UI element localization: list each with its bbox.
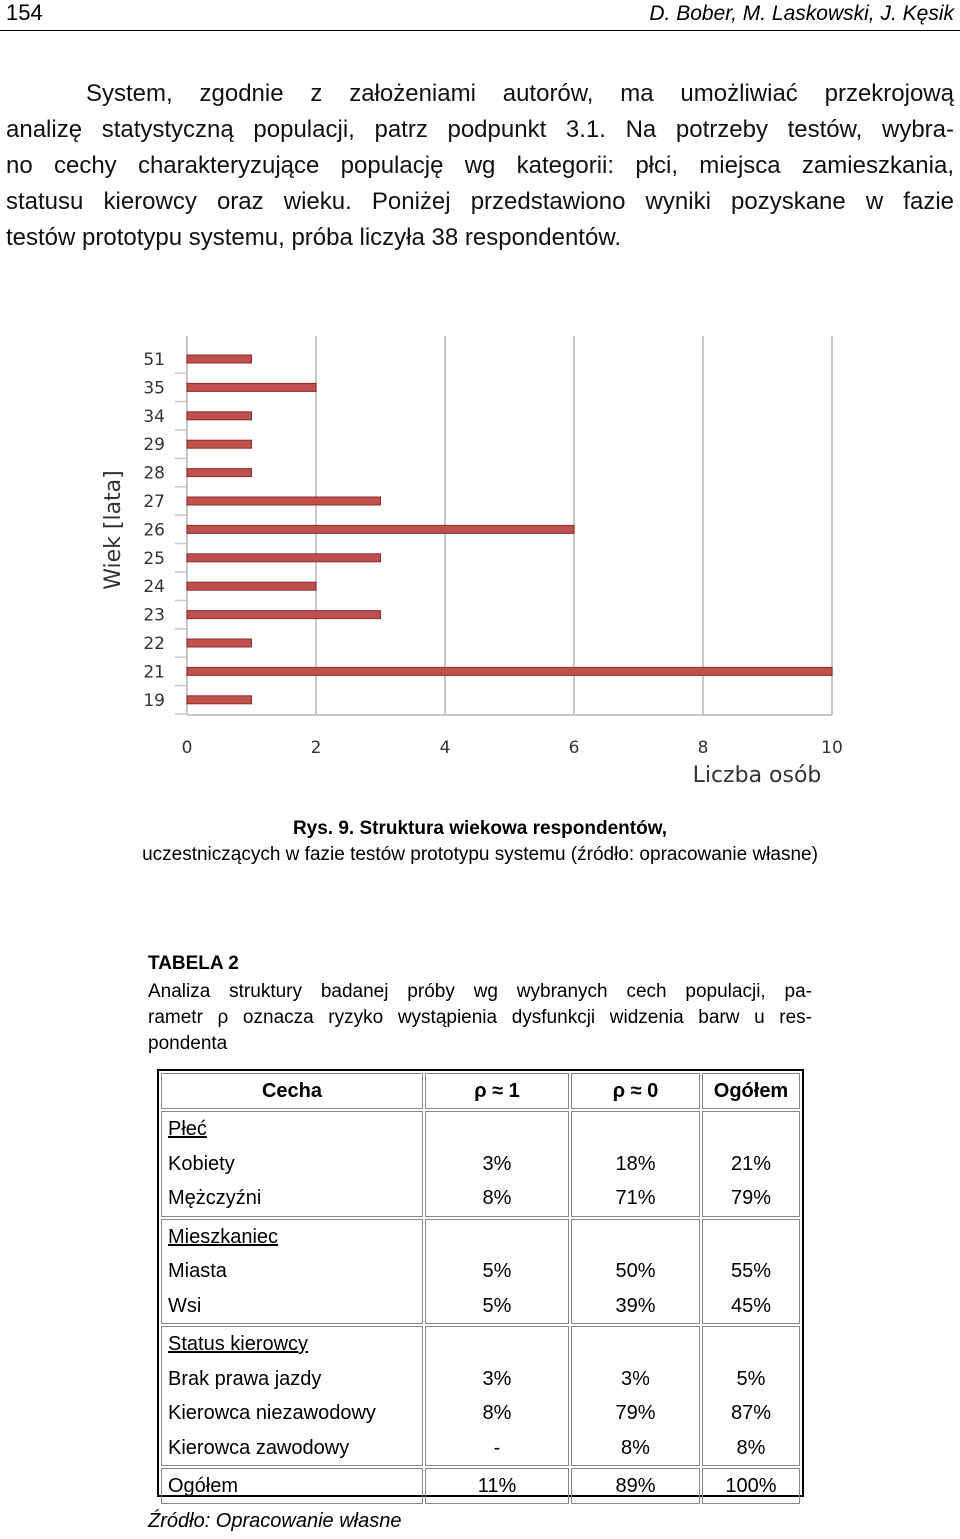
table-label: TABELA 2 bbox=[148, 953, 239, 974]
row-label: Miasta bbox=[168, 1260, 227, 1282]
x-tick-label: 8 bbox=[697, 738, 709, 758]
cell-value: 3% bbox=[482, 1367, 512, 1390]
bar bbox=[187, 525, 574, 533]
age-structure-chart bbox=[90, 330, 870, 800]
y-axis-title: Wiek [lata] bbox=[101, 470, 126, 590]
row-label: Wsi bbox=[168, 1294, 202, 1317]
page-header bbox=[0, 0, 960, 31]
group-name: Mieszkaniec bbox=[168, 1225, 279, 1248]
bar bbox=[187, 639, 252, 647]
cell-value: 3% bbox=[482, 1152, 512, 1175]
group-name: Status kierowcy bbox=[168, 1333, 309, 1355]
table-title-line: rametr ρ oznacza ryzyko wystąpienia dysfunkcji widzenia barw u res- bbox=[148, 1007, 812, 1028]
y-tick-label: 51 bbox=[143, 350, 165, 370]
cell-value: 71% bbox=[615, 1187, 656, 1209]
group-name: Płeć bbox=[168, 1118, 207, 1140]
table-title-line: pondenta bbox=[148, 1033, 228, 1054]
body-paragraph bbox=[6, 76, 954, 256]
y-tick-label: 25 bbox=[143, 548, 165, 569]
cell-value: 55% bbox=[730, 1260, 772, 1282]
total-label: Ogółem bbox=[161, 1468, 423, 1504]
cell-value: 50% bbox=[615, 1260, 656, 1282]
cell-value: 79% bbox=[615, 1402, 656, 1424]
table-header-row bbox=[161, 1073, 800, 1109]
cell-value: 87% bbox=[730, 1402, 772, 1424]
paragraph-line: statusu kierowcy oraz wieku. Poniżej przedstawiono wyniki pozyskane w fazie bbox=[6, 188, 954, 215]
cell-value: 18% bbox=[615, 1152, 656, 1175]
header-rho-1: ρ ≈ 1 bbox=[425, 1073, 569, 1109]
x-tick-label: 0 bbox=[181, 738, 193, 758]
row-label: Kobiety bbox=[168, 1152, 235, 1175]
row-label: Brak prawa jazdy bbox=[168, 1367, 322, 1390]
cell-value: 8% bbox=[736, 1436, 766, 1459]
x-tick-label: 10 bbox=[821, 738, 843, 758]
bar bbox=[187, 355, 252, 363]
cell-value: 5% bbox=[736, 1367, 766, 1390]
x-tick-label: 2 bbox=[310, 738, 322, 758]
y-tick-label: 35 bbox=[143, 378, 165, 399]
row-label: Mężczyźni bbox=[168, 1187, 262, 1209]
paragraph-line: System, zgodnie z założeniami autorów, ma umożliwiać przekrojową bbox=[86, 80, 954, 107]
bar bbox=[187, 696, 252, 704]
y-tick-label: 27 bbox=[143, 492, 165, 512]
table-source: Źródło: Opracowanie własne bbox=[148, 1510, 402, 1532]
y-tick-label: 23 bbox=[143, 605, 165, 626]
figure-caption-subtitle: uczestniczących w fazie testów prototypu systemu (źródło: opracowanie własne) bbox=[142, 844, 818, 865]
bar bbox=[187, 611, 381, 619]
y-tick-label: 26 bbox=[143, 520, 165, 541]
data-table bbox=[159, 1071, 802, 1506]
paragraph-line: analizę statystyczną populacji, patrz podpunkt 3.1. Na potrzeby testów, wybra- bbox=[6, 116, 954, 143]
running-head-authors: D. Bober, M. Laskowski, J. Kęsik bbox=[649, 2, 954, 25]
y-tick-label: 21 bbox=[143, 662, 165, 683]
total-value: 100% bbox=[702, 1468, 800, 1504]
paragraph-line: testów prototypu systemu, próba liczyła 38 respondentów. bbox=[6, 224, 621, 251]
bar bbox=[187, 497, 381, 505]
y-tick-label: 29 bbox=[143, 435, 165, 456]
cell-value: 21% bbox=[730, 1152, 772, 1175]
table-group-status-kierowcy bbox=[161, 1326, 800, 1466]
table-group-mieszkaniec bbox=[161, 1219, 800, 1325]
cell-value: 45% bbox=[730, 1294, 772, 1317]
header-cecha: Cecha bbox=[161, 1073, 423, 1109]
bar bbox=[187, 383, 316, 391]
bar bbox=[187, 412, 252, 420]
cell-value: 39% bbox=[615, 1294, 656, 1317]
page-number: 154 bbox=[6, 0, 43, 25]
y-tick-label: 28 bbox=[143, 463, 165, 484]
bar bbox=[187, 554, 381, 562]
row-label: Kierowca zawodowy bbox=[168, 1436, 350, 1459]
x-axis-title: Liczba osób bbox=[692, 763, 822, 788]
table-total-row bbox=[161, 1468, 800, 1504]
total-value: 89% bbox=[571, 1468, 700, 1504]
x-tick-label: 6 bbox=[568, 738, 580, 758]
bar bbox=[187, 667, 832, 675]
bar bbox=[187, 582, 316, 590]
cell-value: 3% bbox=[621, 1367, 650, 1390]
cell-value: 8% bbox=[482, 1187, 512, 1209]
y-tick-label: 24 bbox=[143, 577, 165, 598]
y-tick-label: 19 bbox=[143, 690, 165, 711]
cell-value: 79% bbox=[730, 1187, 772, 1209]
table-title bbox=[148, 979, 812, 1057]
bar bbox=[187, 469, 252, 477]
cell-value: 8% bbox=[482, 1402, 512, 1424]
bar bbox=[187, 440, 252, 448]
row-label: Kierowca niezawodowy bbox=[168, 1402, 376, 1424]
cell-value: 8% bbox=[621, 1436, 650, 1459]
y-tick-label: 34 bbox=[143, 406, 165, 427]
cell-value: - bbox=[493, 1436, 501, 1459]
table-title-line: Analiza struktury badanej próby wg wybranych cech populacji, pa- bbox=[148, 981, 812, 1002]
header-rho-0: ρ ≈ 0 bbox=[571, 1073, 700, 1109]
y-tick-label: 22 bbox=[143, 634, 165, 654]
x-tick-label: 4 bbox=[439, 738, 451, 758]
cell-value: 5% bbox=[482, 1260, 512, 1282]
table-group-plec bbox=[161, 1111, 800, 1217]
paragraph-line: no cechy charakteryzujące populację wg kategorii: płci, miejsca zamieszkania, bbox=[6, 152, 954, 179]
population-structure-table bbox=[157, 1069, 804, 1497]
figure-caption-title: Rys. 9. Struktura wiekowa respondentów, bbox=[292, 818, 668, 839]
total-value: 11% bbox=[425, 1468, 569, 1504]
header-ogolem: Ogółem bbox=[702, 1073, 800, 1109]
cell-value: 5% bbox=[482, 1294, 512, 1317]
